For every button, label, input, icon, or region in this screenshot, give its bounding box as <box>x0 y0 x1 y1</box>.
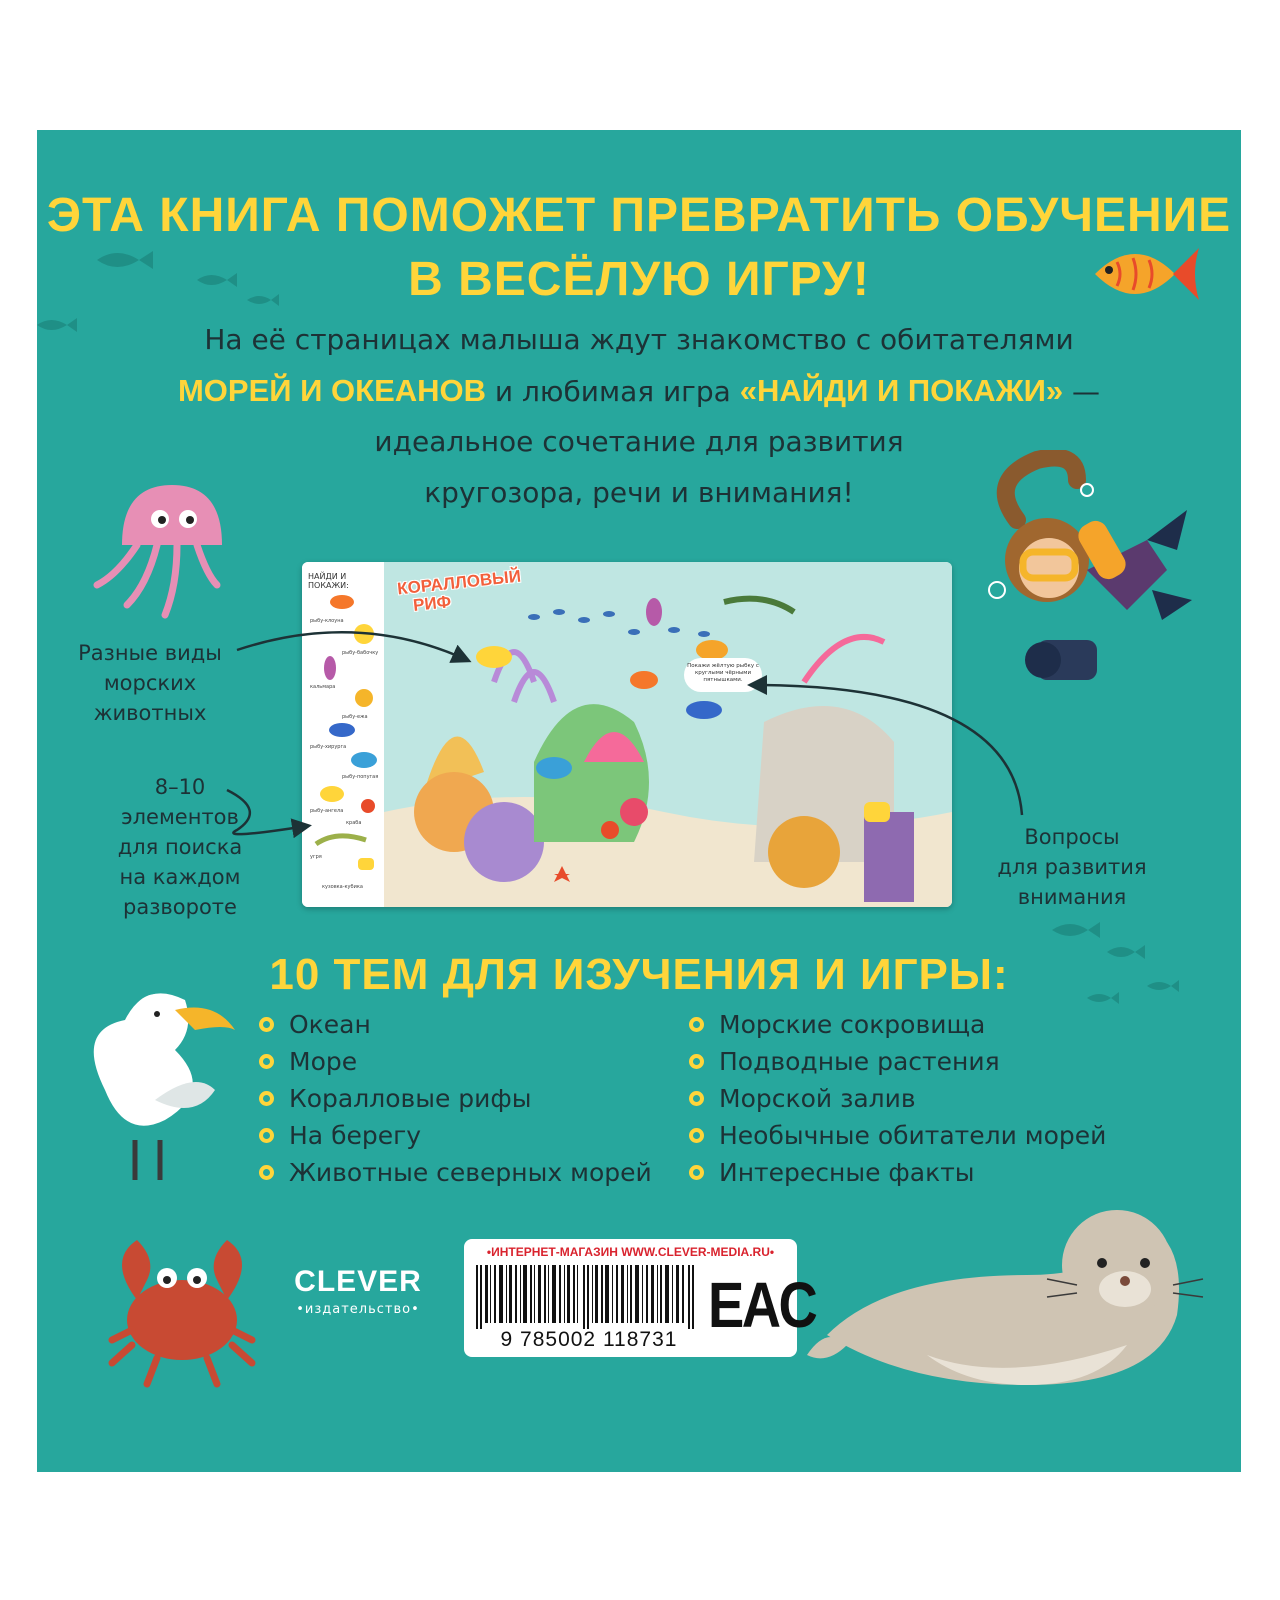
note-items-line: 8–10 <box>154 775 206 799</box>
theme-item <box>259 1154 652 1191</box>
themes-list-right <box>689 1006 1106 1191</box>
theme-item <box>689 1117 1106 1154</box>
book-back-cover <box>37 130 1241 1472</box>
legend-label: угря <box>310 854 322 860</box>
seal-illustration <box>807 1185 1207 1405</box>
note-species-line: животных <box>93 701 207 725</box>
bullet-icon <box>689 1017 704 1032</box>
crab-illustration <box>107 1220 257 1390</box>
bullet-icon <box>259 1017 274 1032</box>
isbn-number: 9 785002 118731 <box>500 1328 678 1351</box>
theme-label: Коралловые рифы <box>289 1084 532 1113</box>
note-questions-line: внимания <box>1017 885 1127 909</box>
legend-label: кальмара <box>310 684 336 690</box>
intro-highlight-seas: МОРЕЙ И ОКЕАНОВ <box>177 373 487 408</box>
barcode-icon <box>476 1265 698 1329</box>
theme-label: Морские сокровища <box>719 1010 986 1039</box>
intro-highlight-game: «НАЙДИ И ПОКАЖИ» <box>739 373 1064 408</box>
bullet-icon <box>689 1091 704 1106</box>
note-questions-line: Вопросы <box>1024 825 1120 849</box>
theme-label: Морской залив <box>719 1084 916 1113</box>
note-species-line: морских <box>103 671 197 695</box>
bullet-icon <box>689 1054 704 1069</box>
shop-url: •ИНТЕРНЕТ-МАГАЗИН WWW.CLEVER-MEDIA.RU• <box>486 1245 775 1259</box>
theme-label: Море <box>289 1047 358 1076</box>
headline-line-1: ЭТА КНИГА ПОМОЖЕТ ПРЕВРАТИТЬ ОБУЧЕНИЕ <box>46 189 1232 242</box>
publisher-logo: CLEVER <box>294 1265 422 1298</box>
spread-title-line: РИФ <box>412 592 453 615</box>
bullet-icon <box>259 1091 274 1106</box>
intro-line-4: кругозора, речи и внимания! <box>424 476 854 509</box>
legend-label: рыбу-ангела <box>310 808 344 814</box>
theme-item <box>259 1117 652 1154</box>
intro-line-3: идеальное сочетание для развития <box>374 425 904 458</box>
theme-item <box>689 1080 1106 1117</box>
legend-label: рыбу-ежа <box>342 714 368 720</box>
spread-legend-title: НАЙДИ И ПОКАЖИ: <box>308 572 349 590</box>
note-items-line: развороте <box>123 895 237 919</box>
note-questions-line: для развития <box>997 855 1147 879</box>
themes-list-left <box>259 1006 652 1191</box>
question-bubble: Покажи жёлтую рыбку с круглыми чёрными пятнышками. <box>684 658 762 692</box>
publisher-logo-subtitle: •издательство• <box>296 1302 420 1317</box>
legend-label: рыбу-хирурга <box>310 744 347 750</box>
legend-label: кузовка-кубика <box>322 884 363 890</box>
theme-label: Океан <box>289 1010 371 1039</box>
legend-label: рыбу-клоуна <box>310 618 344 624</box>
bullet-icon <box>259 1128 274 1143</box>
legend-label: рыбу-попугая <box>342 774 379 780</box>
themes-title: 10 ТЕМ ДЛЯ ИЗУЧЕНИЯ И ИГРЫ: <box>269 950 1009 999</box>
bullet-icon <box>259 1054 274 1069</box>
theme-item <box>689 1006 1106 1043</box>
bullet-icon <box>689 1165 704 1180</box>
legend-label: краба <box>346 820 362 826</box>
intro-line-2-mid: и любимая игра <box>486 375 740 408</box>
bullet-icon <box>259 1165 274 1180</box>
intro-line-2-end: — <box>1063 375 1101 408</box>
bullet-icon <box>689 1128 704 1143</box>
seagull-illustration <box>65 980 245 1180</box>
intro-line-1: На её страницах малыша ждут знакомство с обитателями <box>204 323 1074 356</box>
legend-label: рыбу-бабочку <box>342 650 379 656</box>
note-items-line: для поиска <box>117 835 243 859</box>
spread-title-line: КОРАЛЛОВЫЙ <box>396 566 522 599</box>
theme-label: На берегу <box>289 1121 422 1150</box>
theme-item <box>259 1080 652 1117</box>
theme-label: Интересные факты <box>719 1158 975 1187</box>
theme-item <box>689 1043 1106 1080</box>
theme-item <box>259 1006 652 1043</box>
theme-label: Подводные растения <box>719 1047 1000 1076</box>
eac-mark: EAC <box>708 1269 816 1341</box>
note-items-line: элементов <box>121 805 239 829</box>
headline-line-2: В ВЕСЁЛУЮ ИГРУ! <box>408 253 870 306</box>
note-items-line: на каждом <box>119 865 241 889</box>
note-species-line: Разные виды <box>78 641 222 665</box>
theme-label: Животные северных морей <box>289 1158 652 1187</box>
theme-label: Необычные обитатели морей <box>719 1121 1107 1150</box>
barcode-label <box>464 1239 816 1357</box>
theme-item <box>259 1043 652 1080</box>
